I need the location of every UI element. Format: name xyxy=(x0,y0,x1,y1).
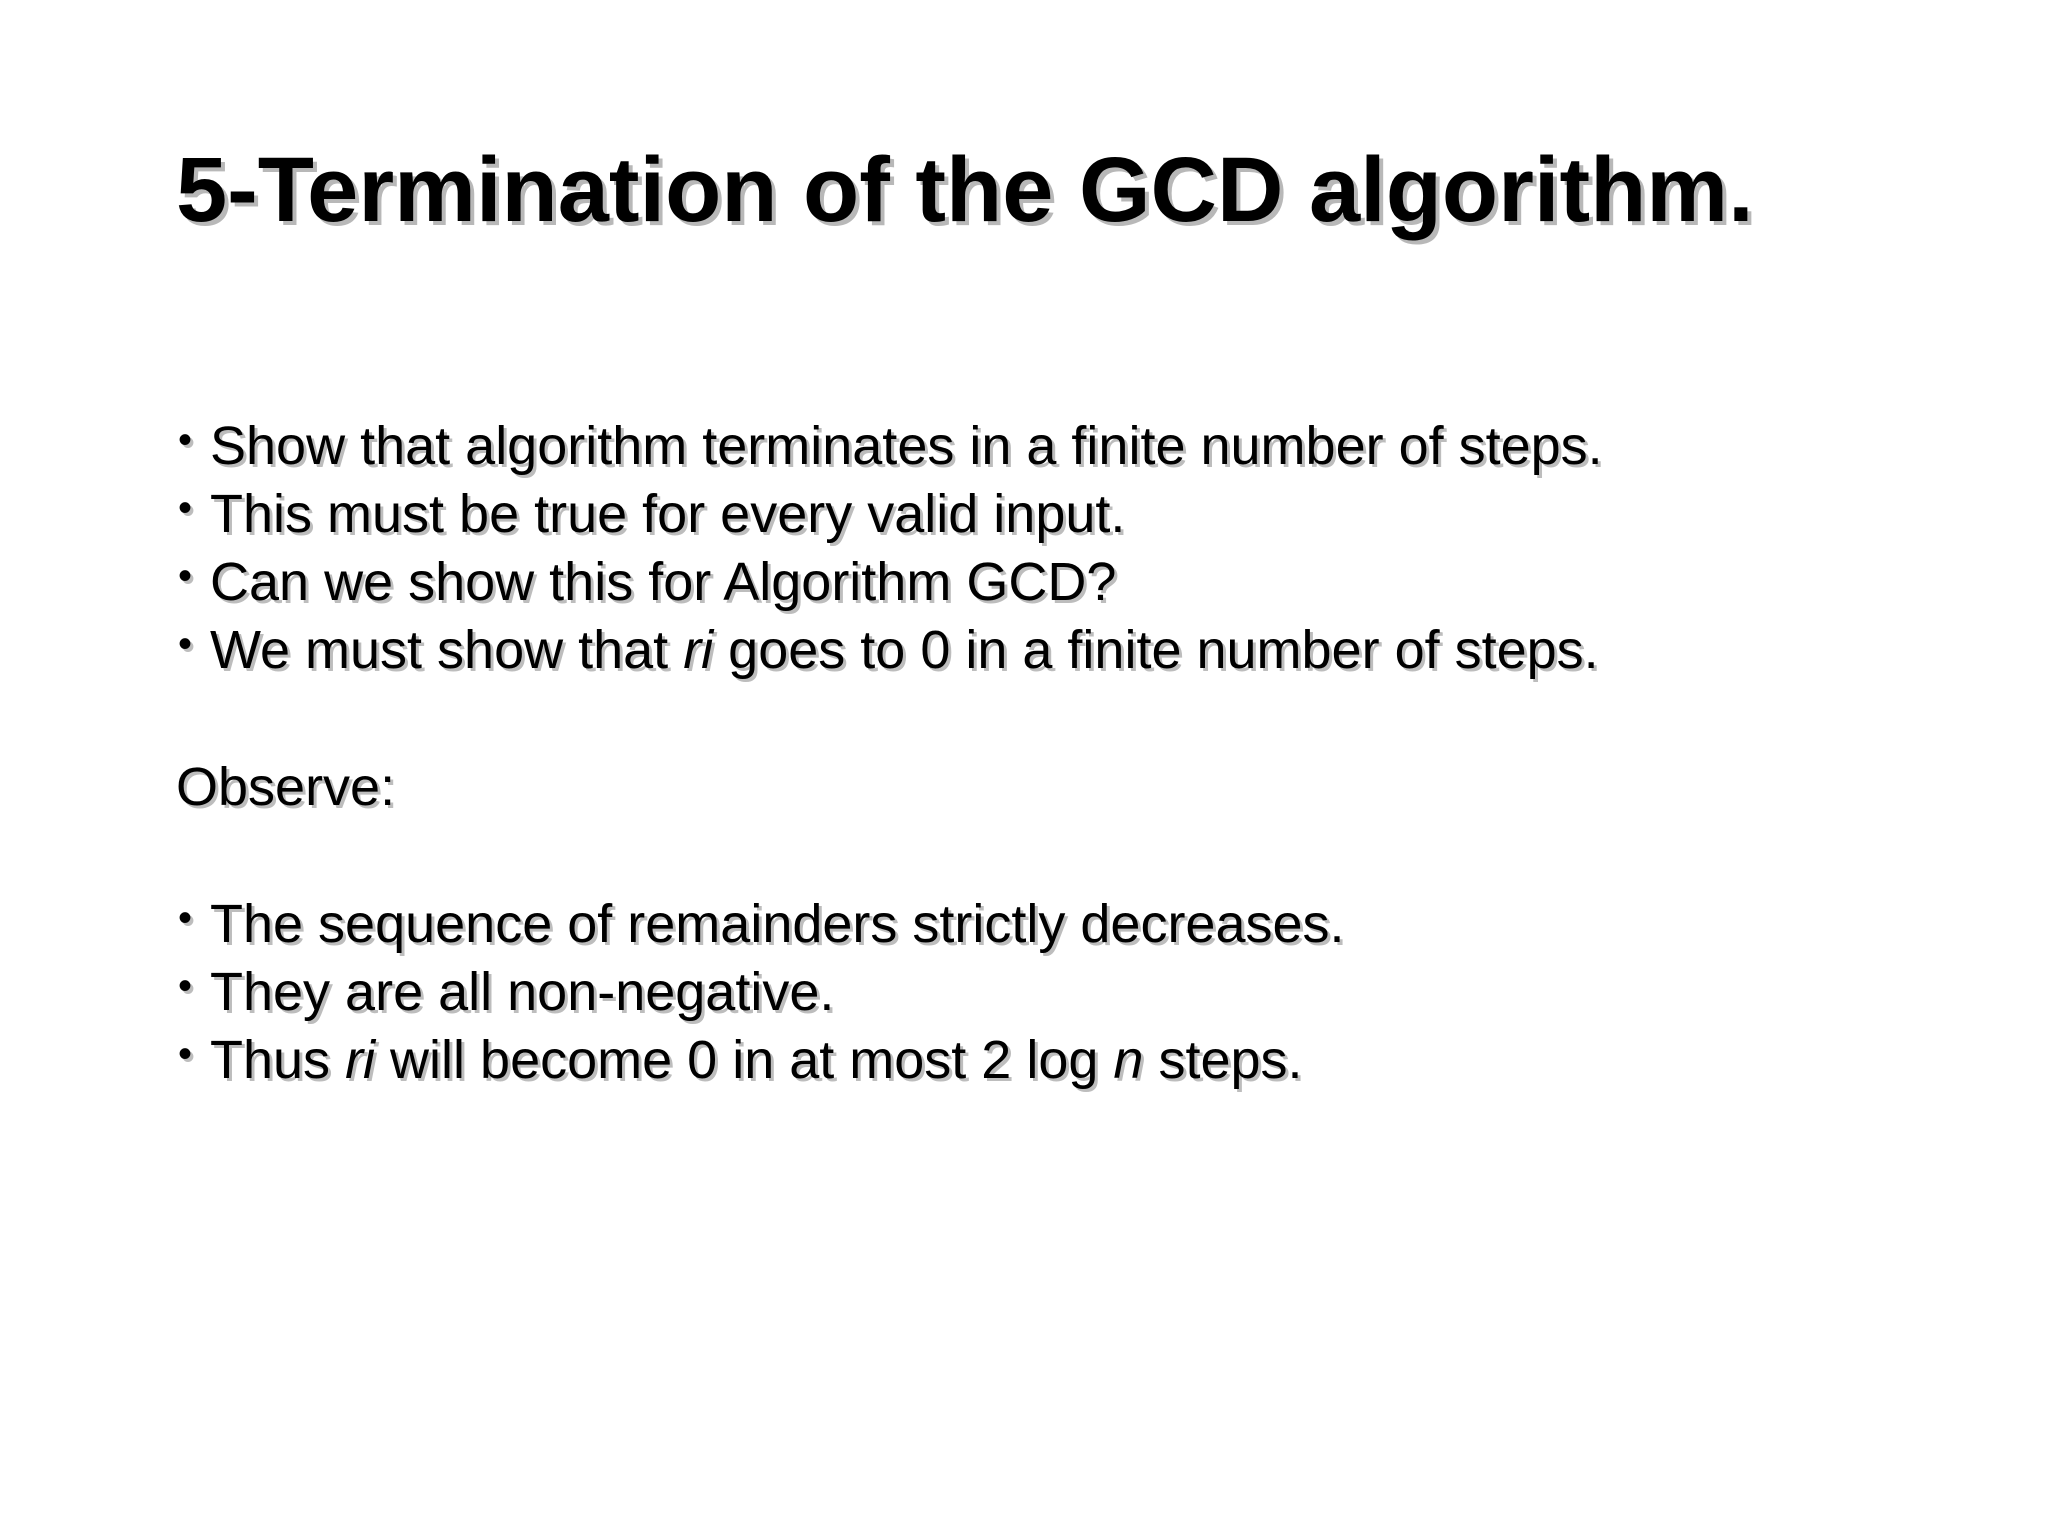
variable-ri: ri xyxy=(683,620,714,680)
bullet-dot: • xyxy=(178,964,193,1008)
bullet-text: They are all non-negative. xyxy=(210,962,835,1022)
bullet-dot: • xyxy=(178,1032,193,1076)
observe-label: Observe: xyxy=(176,757,396,817)
slide-title: 5-Termination of the GCD algorithm. xyxy=(176,139,1754,241)
bullet-text: Can we show this for Algorithm GCD? xyxy=(210,552,1117,612)
spacer xyxy=(176,821,1976,890)
bullet-text-mid: will become 0 in at most 2 log xyxy=(375,1030,1114,1090)
slide-body xyxy=(176,412,1976,1094)
spacer xyxy=(176,684,1976,753)
bullet-item xyxy=(176,616,1976,684)
bullet-dot: • xyxy=(178,554,193,598)
bullet-text-post: goes to 0 in a finite number of steps. xyxy=(713,620,1599,680)
bullet-text-pre: We must show that xyxy=(210,620,684,680)
bullet-dot: • xyxy=(178,896,193,940)
variable-ri: ri xyxy=(345,1030,376,1090)
bullet-dot: • xyxy=(178,622,193,666)
bullet-text-post: steps. xyxy=(1143,1030,1303,1090)
bullet-item xyxy=(176,890,1976,958)
bullet-item xyxy=(176,548,1976,616)
bullet-item xyxy=(176,958,1976,1026)
bullet-text: The sequence of remainders strictly decreases. xyxy=(210,894,1345,954)
bullet-text: Show that algorithm terminates in a finite number of steps. xyxy=(210,416,1603,476)
bullet-text: This must be true for every valid input. xyxy=(210,484,1126,544)
bullet-text-pre: Thus xyxy=(210,1030,346,1090)
bullet-item xyxy=(176,480,1976,548)
bullet-dot: • xyxy=(178,418,193,462)
variable-n: n xyxy=(1113,1030,1144,1090)
bullet-dot: • xyxy=(178,486,193,530)
bullet-item xyxy=(176,1026,1976,1094)
bullet-item xyxy=(176,412,1976,480)
